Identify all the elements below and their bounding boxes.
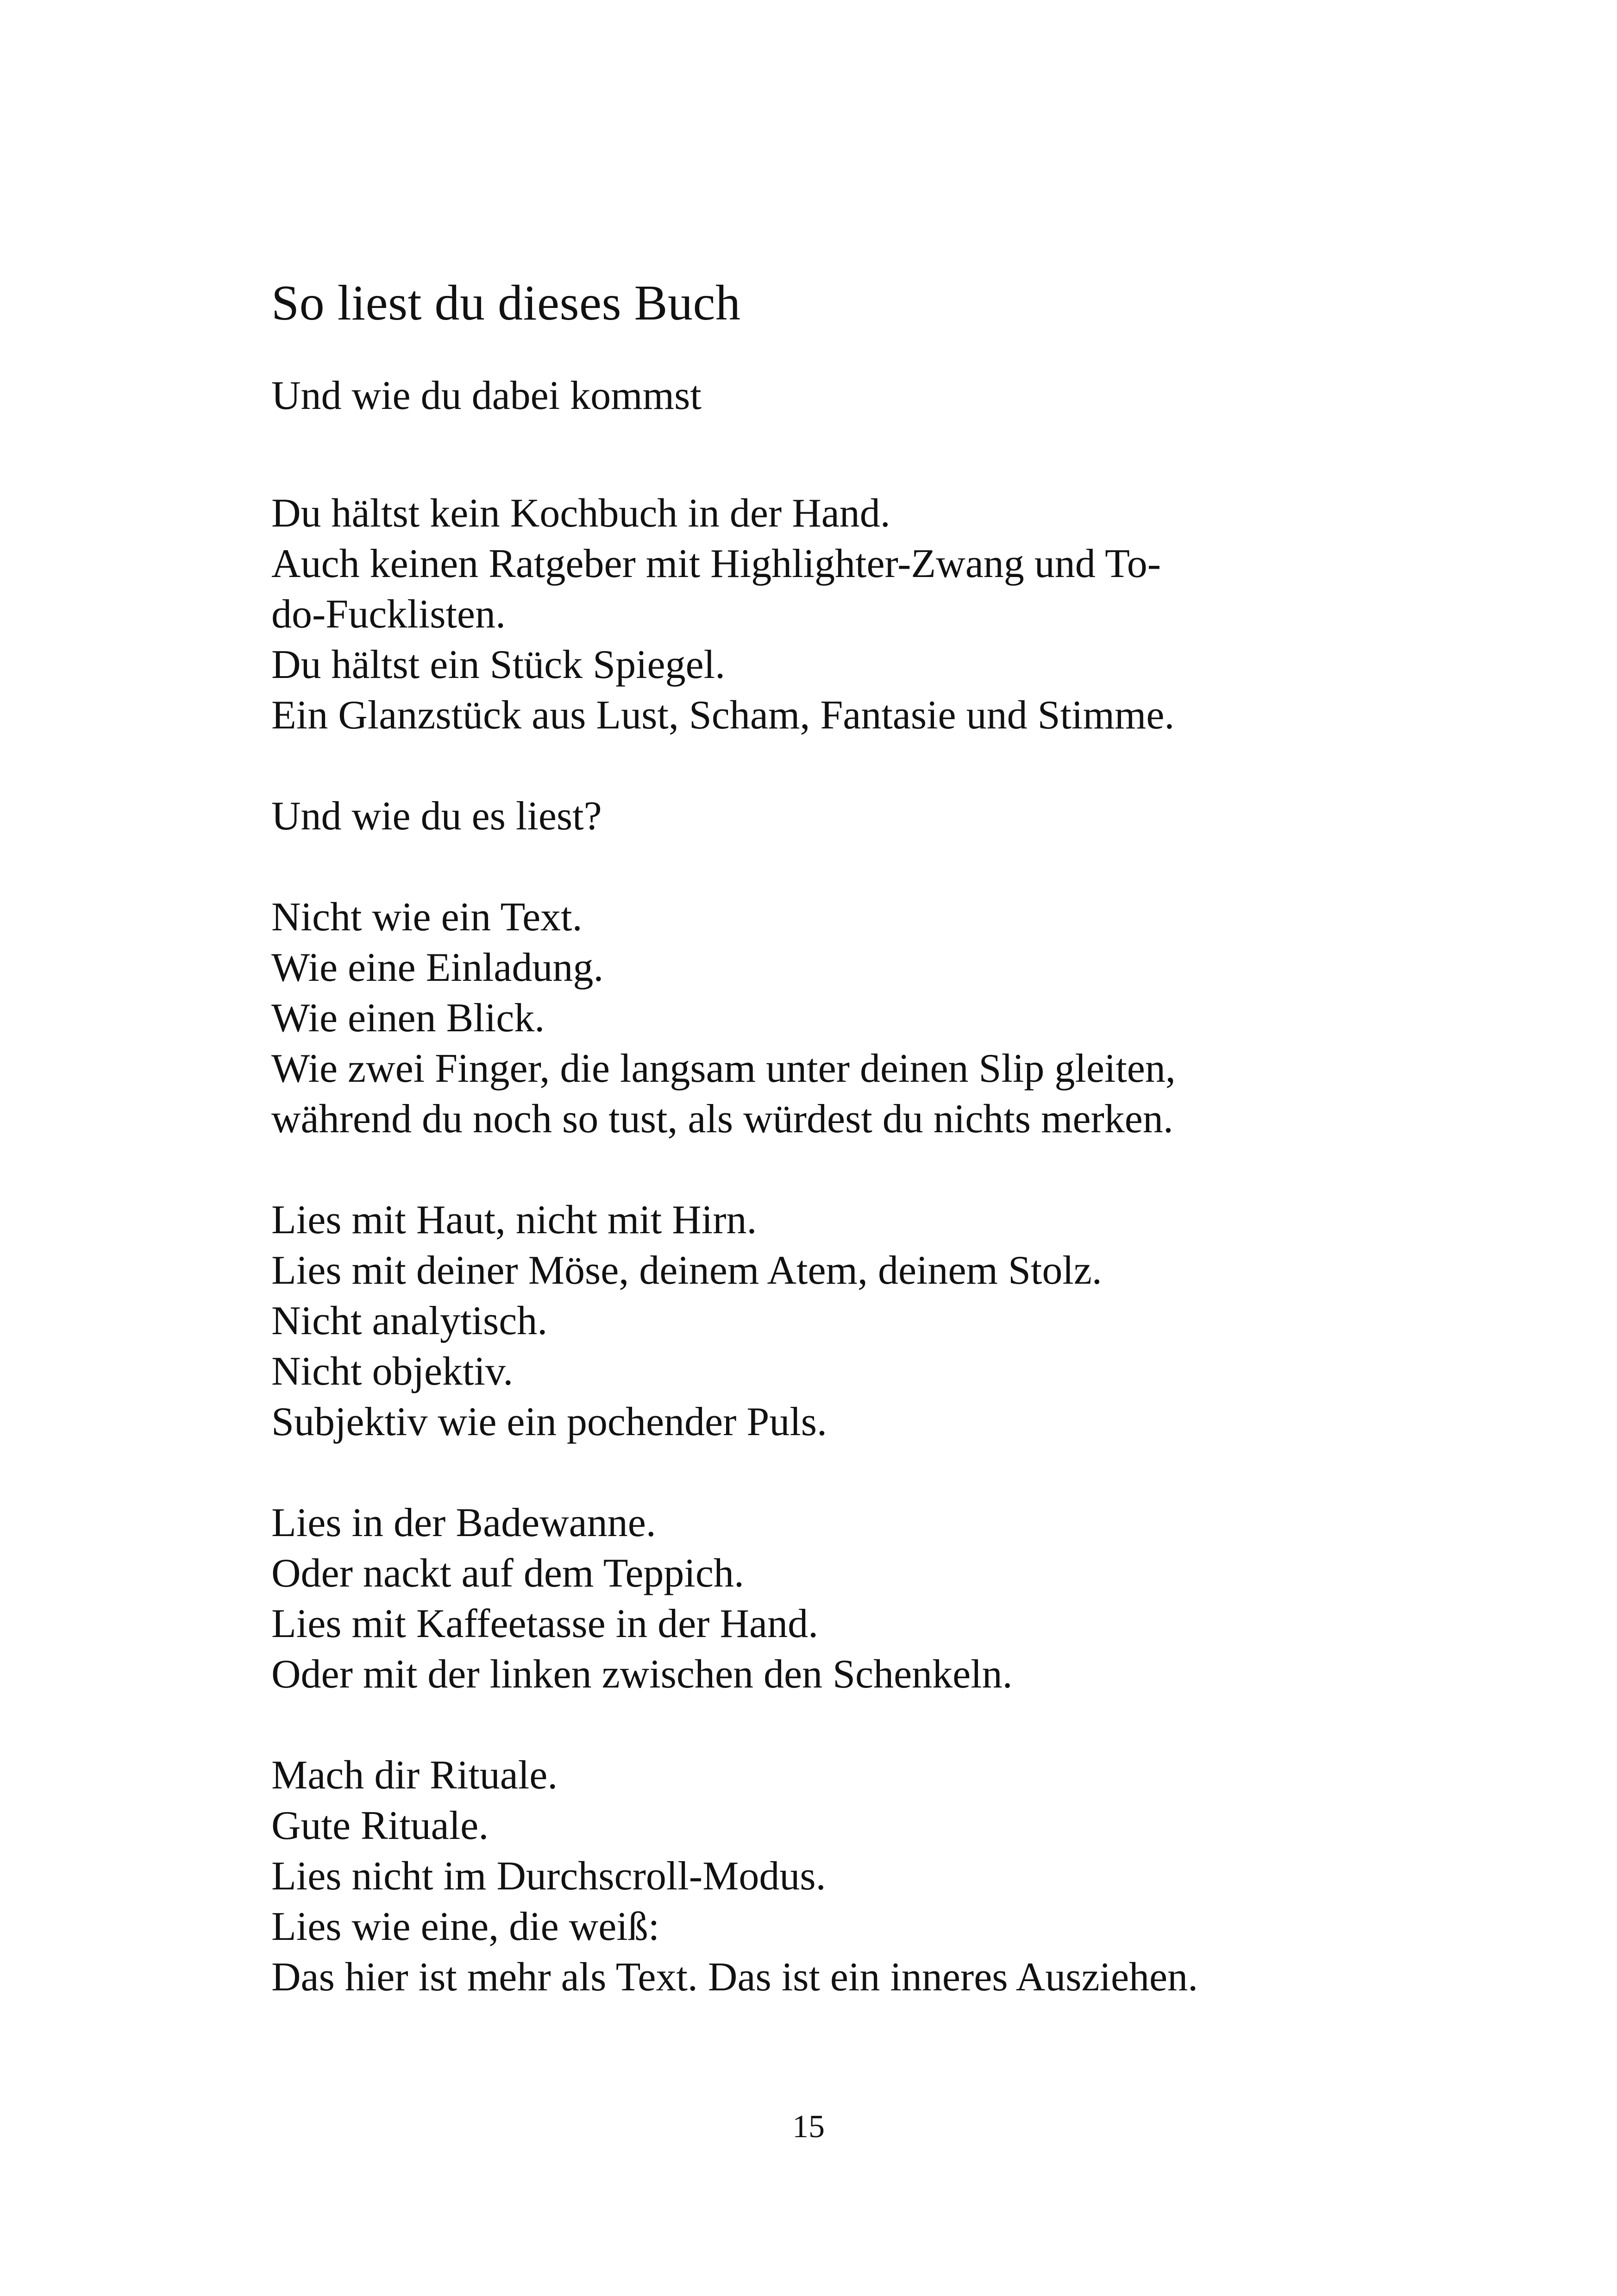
text-line: Lies mit deiner Möse, deinem Atem, deinem Stolz. (271, 1248, 1102, 1293)
text-line: Ein Glanzstück aus Lust, Scham, Fantasie und Stimme. (271, 693, 1175, 738)
text-line: Wie eine Einladung. (271, 945, 604, 990)
text-line: Wie zwei Finger, die langsam unter deinen Slip gleiten, (271, 1046, 1176, 1091)
text-line: Subjektiv wie ein pochender Puls. (271, 1399, 827, 1444)
stanza (271, 1498, 1383, 1700)
text-line: Gute Rituale. (271, 1803, 489, 1848)
chapter-title: So liest du dieses Buch (271, 276, 741, 331)
text-line: Nicht analytisch. (271, 1299, 548, 1343)
stanza (271, 892, 1383, 1144)
text-line: Lies wie eine, die weiß: (271, 1904, 660, 1949)
stanza (271, 791, 1383, 841)
text-line: Das hier ist mehr als Text. Das ist ein inneres Ausziehen. (271, 1955, 1198, 2000)
text-line: Du hältst ein Stück Spiegel. (271, 642, 726, 687)
text-line: Lies nicht im Durchscroll-Modus. (271, 1854, 826, 1899)
text-line: Und wie du es liest? (271, 794, 602, 839)
text-line: Oder mit der linken zwischen den Schenkeln. (271, 1652, 1013, 1697)
text-line: Du hältst kein Kochbuch in der Hand. (271, 491, 890, 536)
chapter-subtitle: Und wie du dabei kommst (271, 373, 702, 418)
text-line: Wie einen Blick. (271, 996, 545, 1041)
stanza (271, 488, 1383, 740)
text-line: Oder nackt auf dem Teppich. (271, 1551, 744, 1596)
text-line: Lies mit Haut, nicht mit Hirn. (271, 1198, 757, 1242)
text-line: Lies in der Badewanne. (271, 1500, 656, 1545)
text-line: Nicht wie ein Text. (271, 895, 583, 940)
stanza (271, 1750, 1383, 2002)
page-number: 15 (792, 2109, 825, 2145)
body-text (271, 488, 1383, 2053)
text-line: Auch keinen Ratgeber mit Highlighter-Zwang und To- (271, 541, 1161, 586)
text-line: Nicht objektiv. (271, 1349, 514, 1394)
text-line: Mach dir Rituale. (271, 1753, 558, 1798)
stanza (271, 1195, 1383, 1447)
text-line: Lies mit Kaffeetasse in der Hand. (271, 1601, 819, 1646)
text-line: während du noch so tust, als würdest du nichts merken. (271, 1097, 1173, 1142)
text-line: do-Fucklisten. (271, 592, 506, 637)
